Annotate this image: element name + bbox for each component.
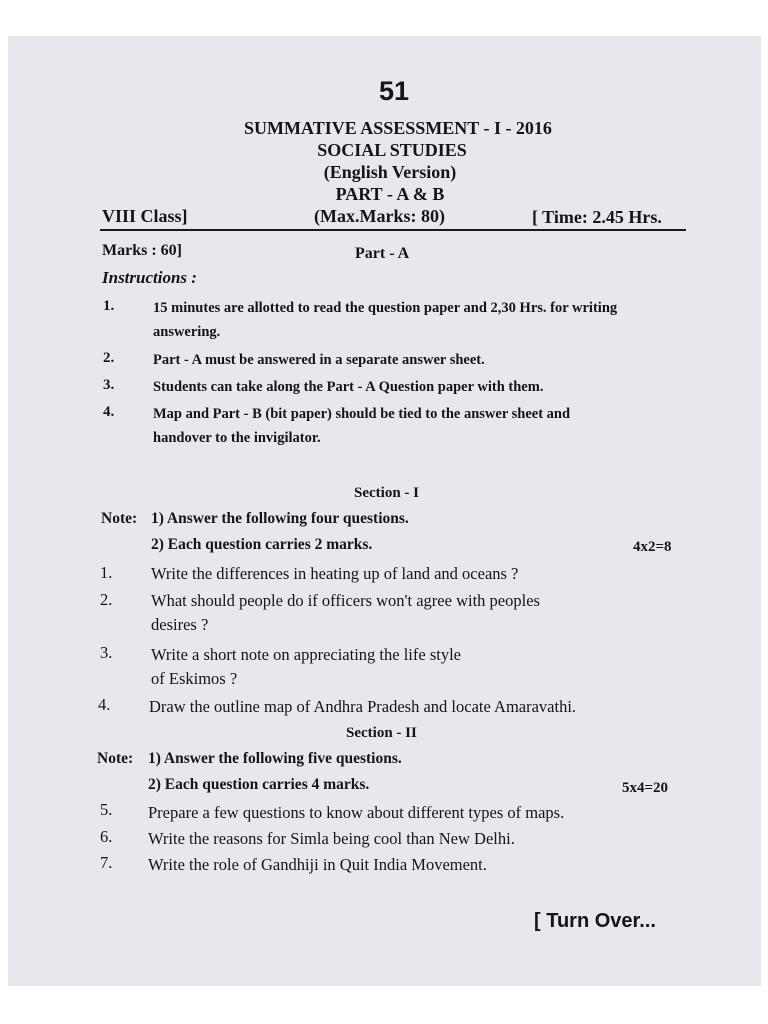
question-number: 6. bbox=[100, 827, 113, 846]
turn-over-note: [ Turn Over... bbox=[534, 910, 656, 932]
section-1-note-1: 1) Answer the following four questions. bbox=[151, 510, 409, 527]
instruction-text: handover to the invigilator. bbox=[153, 430, 321, 446]
instruction-text: 15 minutes are allotted to read the question paper and 2,30 Hrs. for writing bbox=[153, 300, 618, 316]
paper-number: 51 bbox=[378, 76, 410, 106]
time-allowed: [ Time: 2.45 Hrs. bbox=[532, 207, 662, 227]
question-number: 7. bbox=[100, 853, 113, 872]
header-rule bbox=[100, 229, 686, 231]
section-1-heading: Section - I bbox=[354, 485, 419, 501]
part-a-marks: Marks : 60] bbox=[102, 242, 182, 259]
question-number: 3. bbox=[100, 643, 113, 662]
section-1-note-2: 2) Each question carries 2 marks. bbox=[151, 536, 373, 553]
exam-title: SUMMATIVE ASSESSMENT - I - 2016 bbox=[244, 118, 552, 138]
question-text: Write a short note on appreciating the life style bbox=[151, 645, 461, 664]
question-text: Prepare a few questions to know about different types of maps. bbox=[148, 803, 565, 822]
question-text: What should people do if officers won't agree with peoples bbox=[151, 591, 540, 610]
max-marks: (Max.Marks: 80) bbox=[314, 206, 445, 226]
instruction-number: 2. bbox=[103, 350, 115, 366]
parts-line: PART - A & B bbox=[335, 184, 445, 204]
question-text: Write the reasons for Simla being cool than New Delhi. bbox=[148, 829, 515, 848]
question-text: Write the role of Gandhiji in Quit India Movement. bbox=[148, 855, 487, 874]
question-number: 5. bbox=[100, 800, 113, 819]
section-1-marks: 4x2=8 bbox=[633, 539, 672, 555]
instruction-text: Part - A must be answered in a separate answer sheet. bbox=[153, 352, 485, 368]
version-line: (English Version) bbox=[323, 162, 457, 182]
instruction-number: 3. bbox=[103, 377, 115, 393]
part-a-heading: Part - A bbox=[355, 245, 410, 262]
section-2-note-label: Note: bbox=[97, 750, 134, 767]
section-2-note-1: 1) Answer the following five questions. bbox=[148, 750, 402, 767]
subject-title: SOCIAL STUDIES bbox=[317, 140, 467, 160]
section-2-note-2: 2) Each question carries 4 marks. bbox=[148, 776, 370, 793]
question-text: Write the differences in heating up of land and oceans ? bbox=[151, 564, 519, 583]
instruction-number: 1. bbox=[103, 298, 115, 314]
instruction-number: 4. bbox=[103, 404, 115, 420]
question-text: Draw the outline map of Andhra Pradesh and locate Amaravathi. bbox=[149, 697, 577, 716]
section-1-note-label: Note: bbox=[101, 510, 138, 527]
class-label: VIII Class] bbox=[102, 206, 188, 226]
question-number: 4. bbox=[98, 695, 111, 714]
instructions-heading: Instructions : bbox=[102, 268, 197, 287]
question-text: of Eskimos ? bbox=[151, 669, 238, 688]
question-number: 1. bbox=[100, 563, 113, 582]
instruction-text: Map and Part - B (bit paper) should be tied to the answer sheet and bbox=[153, 406, 571, 422]
section-2-marks: 5x4=20 bbox=[622, 780, 669, 796]
instruction-text: answering. bbox=[153, 324, 221, 340]
question-number: 2. bbox=[100, 590, 113, 609]
question-text: desires ? bbox=[151, 615, 209, 634]
instruction-text: Students can take along the Part - A Question paper with them. bbox=[153, 379, 544, 395]
section-2-heading: Section - II bbox=[346, 725, 417, 741]
